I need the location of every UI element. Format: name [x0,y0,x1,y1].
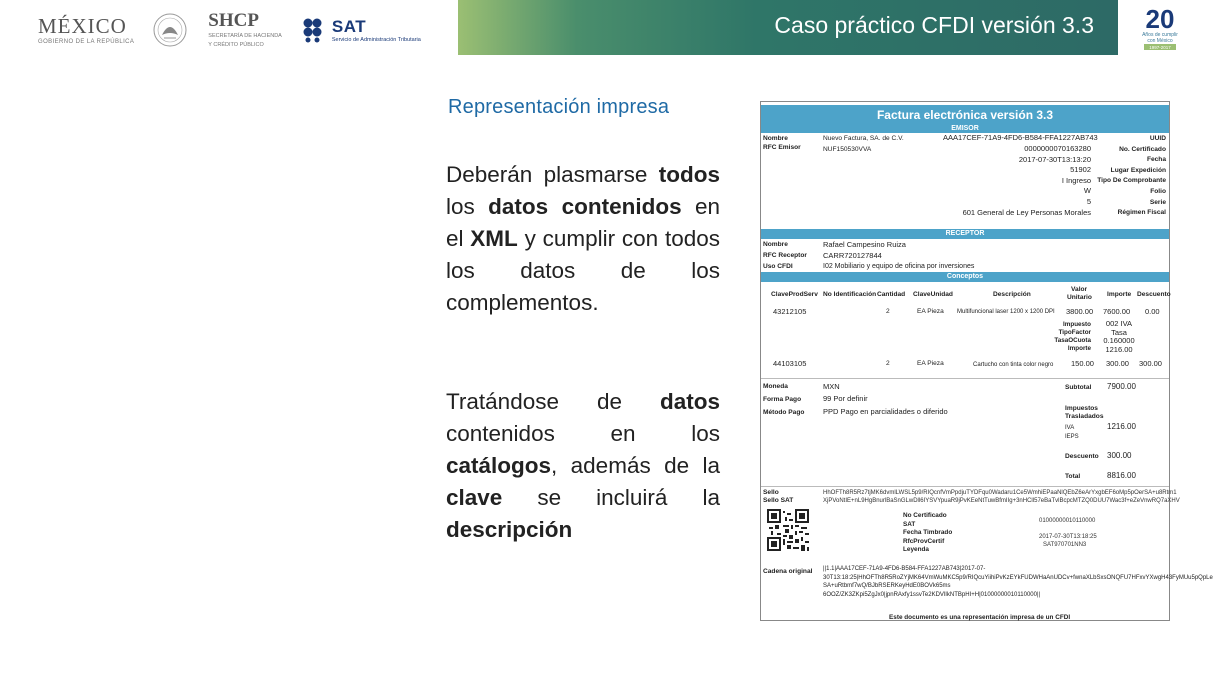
fecha-label: Fecha [1146,156,1166,164]
subtotal-label: Subtotal [1065,384,1092,391]
col-noidentificacion: No Identificación [823,291,877,298]
cadena-line-1: ||1.1|AAA17CEF-71A9-4FD6-B584-FFA1227AB743|2017-07- [823,566,986,572]
text: Deberán plasmarse [446,162,659,187]
tasa-value: 0.160000 [1103,336,1135,345]
receptor-nombre-value: Rafael Campesino Ruiza [823,240,906,249]
shcp-name: SHCP [208,10,259,31]
metodo-pago-label: Método Pago [763,409,805,416]
moneda-value: MXN [823,382,840,391]
total-label: Total [1065,473,1081,480]
text-bold: catálogos [446,453,552,478]
col-claveprodserv: ClaveProdServ [771,291,818,298]
government-logos [38,12,421,48]
invoice-image [760,101,1213,621]
text-bold: todos [658,162,720,187]
c2-clave: 44103105 [773,359,807,368]
uuid-value: AAA17CEF-71A9-4FD6-B584-FFA1227AB743 [943,133,1098,142]
text-bold: datos contenidos [488,194,682,219]
cadena-line-4: 6OOZ/ZK3ZKpi5ZgJx0|jpnRAxfy1ssvTe2KDVlIkNTBpHI+H|01000000010110000|| [823,591,1041,598]
cadena-line-3: SA+uRtbmf7wQ/BJbRSERKeyHdE0BOVk65ms [823,583,951,589]
folio-label: Folio [1150,187,1166,195]
tipo-label: Tipo De Comprobante [1097,177,1166,185]
sello-sat-label: Sello SAT [763,497,794,504]
timbrado-labels [903,512,952,555]
mexico-subtitle: GOBIERNO DE LA REPÚBLICA [38,38,135,45]
tipo-value: I Ingreso [1061,175,1091,185]
uuid-label: UUID [1149,135,1166,142]
tasa-label: TasaOCuota [1054,337,1091,344]
mexico-name: MÉXICO [38,13,127,38]
emisor-nombre-label: Nombre [763,135,788,142]
metodo-pago-value: PPD Pago en parcialidades o diferido [823,407,948,416]
trasladados-label: Trasladados [1065,413,1104,420]
divider [761,486,1169,487]
col-valor: Valor [1071,286,1088,293]
tipofactor-value: Tasa [1111,327,1127,337]
descuento-label: Descuento [1065,453,1099,460]
c2-unidad: EA Pieza [917,360,944,367]
c2-valor: 150.00 [1071,359,1094,368]
col-importe: Importe [1107,291,1132,298]
moneda-label: Moneda [763,383,788,390]
fecha-value: 2017-07-30T13:13:20 [1018,154,1091,164]
sello-value: HhOFTh8R5Rz7tjMK6dvmlLWSL5p9/RIQcnfVmPpdjuTYDFqu0Wadaru1Ce5WmhiEPaaNlQEbZ6eArYxgbEF6oMp5pOerSA+u8Rtm1 [823,490,1177,496]
subtotal-value: 7900.00 [1107,382,1136,391]
col-unitario: Unitario [1067,294,1092,301]
receptor-rfc-label: RFC Receptor [763,252,807,259]
cert-value: 0000000070163280 [1024,144,1091,153]
sat-subtitle: Servicio de Administración Tributaria [331,36,421,43]
leyenda-pie: Este documento es una representación impresa de un CFDI [889,614,1071,621]
leyenda-label: Leyenda [903,546,929,554]
uso-cfdi-value: I02 Mobiliario y equipo de oficina por inversiones [823,263,975,270]
folio-value: W [1083,186,1091,196]
mexico-logo [38,13,135,45]
importe-value: 1216.00 [1105,344,1133,354]
lugar-value: 51902 [1070,165,1091,175]
uso-cfdi-label: Uso CFDI [763,263,793,270]
sello-sat-value: XjPVoNtIE+nL9HgBnurlBaSnGLwDll6IYSVYpuaR9jPvKEeNtTuwBfmIIg+3nHCll57eBaTvlBcpcMTZQ0DUU7Wac3f+eZeVnwRQ7aXHV [823,498,1180,504]
importe-label: Importe [1067,345,1091,352]
aniv-text-2: con México [1147,38,1173,44]
c1-descripcion: Multifuncional laser 1200 x 1200 DPI [957,309,1055,315]
cadena-value [823,565,1213,599]
serie-value: 5 [1086,196,1091,206]
aniv-years: 1997-2017 [1149,45,1171,50]
nocert-label: No Certificado [903,512,947,519]
impuesto-value: 002 IVA [1105,319,1133,328]
emisor-header: EMISOR [761,124,1169,133]
shcp-subtitle-1: SECRETARÍA DE HACIENDA [208,33,282,39]
c1-unidad: EA Pieza [917,308,944,315]
header [0,0,1200,56]
qr-code-icon [767,509,809,551]
emisor-nombre-value: Nuevo Factura, SA. de C.V. [823,135,904,142]
text-bold: datos [659,389,720,414]
receptor-rfc-value: CARR720127844 [823,251,882,260]
ieps-label: IEPS [1065,434,1079,440]
col-claveunidad: ClaveUnidad [913,291,953,298]
regimen-label: Régimen Fiscal [1117,209,1166,217]
col-descripcion: Descripción [993,291,1031,298]
regimen-value: 601 General de Ley Personas Morales [962,207,1091,217]
receptor-header: RECEPTOR [761,229,1169,239]
shcp-logo [208,11,282,49]
text-bold: descripción [446,517,573,542]
eagle-seal-icon [152,11,188,49]
cadena-line-2: 30T13:18:25|HhOFTh8R5RoZYjMK64VmWuMKC5p9/RIQcuYiihiPvKzEYkFUDWHaAnUDCv+fwnaXLbSxsONQFU7HFxvYXwgH43FyMUu5pQpLe [823,574,1213,581]
iva-value: 1216.00 [1107,422,1136,431]
c1-importe: 7600.00 [1103,307,1131,316]
nocert-value: 01000000010110000 [1039,518,1096,524]
impuesto-values [1101,320,1137,354]
emisor-rfc-label: RFC Emisor [763,144,801,151]
divider [761,378,1169,379]
anniversary-logo-icon [1124,6,1196,52]
text: los [446,194,489,219]
rfcprov-value: SAT970701NN3 [1043,542,1087,548]
lugar-label: Lugar Expedición [1110,166,1166,174]
invoice-title: Factura electrónica versión 3.3 [761,105,1169,125]
iva-label: IVA [1065,425,1075,431]
impuesto-labels [1051,321,1091,353]
text: contenidos en los [446,421,720,446]
descuento-value: 300.00 [1107,451,1132,460]
sello-label: Sello [763,489,779,496]
text: se incluirá la [502,485,720,510]
c1-clave: 43212105 [773,307,807,316]
tipofactor-label: TipoFactor [1058,329,1091,336]
c1-valor: 3800.00 [1066,307,1094,316]
impuestos-label: Impuestos [1065,405,1098,412]
c1-cantidad: 2 [886,308,890,315]
aniv-text-1: Años de cumplir [1142,32,1178,38]
fecha-timbrado-value: 2017-07-30T13:18:25 [1039,534,1097,540]
rfcprov-label: RfcProvCertif [903,537,945,545]
cert-label: No. Certificado [1119,145,1166,153]
emisor-labels [1097,134,1166,219]
sat-logo [332,18,421,43]
c2-importe: 300.00 [1106,359,1129,368]
emisor-rfc-value: NUF150530VVA [823,146,872,153]
total-value: 8816.00 [1107,471,1136,480]
sat-name: SAT [331,16,367,36]
text: en el [446,194,721,251]
text-bold: clave [446,485,503,510]
forma-pago-value: 99 Por definir [823,394,868,403]
text: Tratándose de [446,389,660,414]
sat-logo-icon [302,17,328,43]
conceptos-header: Conceptos [761,272,1169,282]
c2-descripcion: Cartucho con tinta color negro [973,362,1054,368]
cadena-label: Cadena original [763,568,813,575]
impuesto-label: Impuesto [1063,321,1091,328]
slide-title: Caso práctico CFDI versión 3.3 [774,12,1094,38]
fecha-timbrado-label: Fecha Timbrado [903,529,953,537]
sat-label: SAT [903,520,916,528]
shcp-subtitle-2: Y CRÉDITO PÚBLICO [208,42,264,48]
aniv-number: 20 [1145,4,1175,34]
c1-descuento: 0.00 [1145,307,1160,316]
section-title: Representación impresa [448,96,670,118]
c2-cantidad: 2 [886,360,890,367]
receptor-nombre-label: Nombre [763,241,788,248]
forma-pago-label: Forma Pago [763,396,802,403]
text: , además de la [551,453,720,478]
c2-descuento: 300.00 [1139,359,1162,368]
col-cantidad: Cantidad [877,291,906,298]
title-band [458,0,1118,55]
paragraph-requirements [446,159,720,319]
emisor-values [963,144,1091,218]
text: y cumplir con todos los datos de los complementos. [446,226,720,315]
serie-label: Serie [1149,198,1166,206]
text-bold: XML [470,226,518,251]
col-descuento: Descuento [1137,291,1171,298]
paragraph-catalogs [446,386,720,546]
